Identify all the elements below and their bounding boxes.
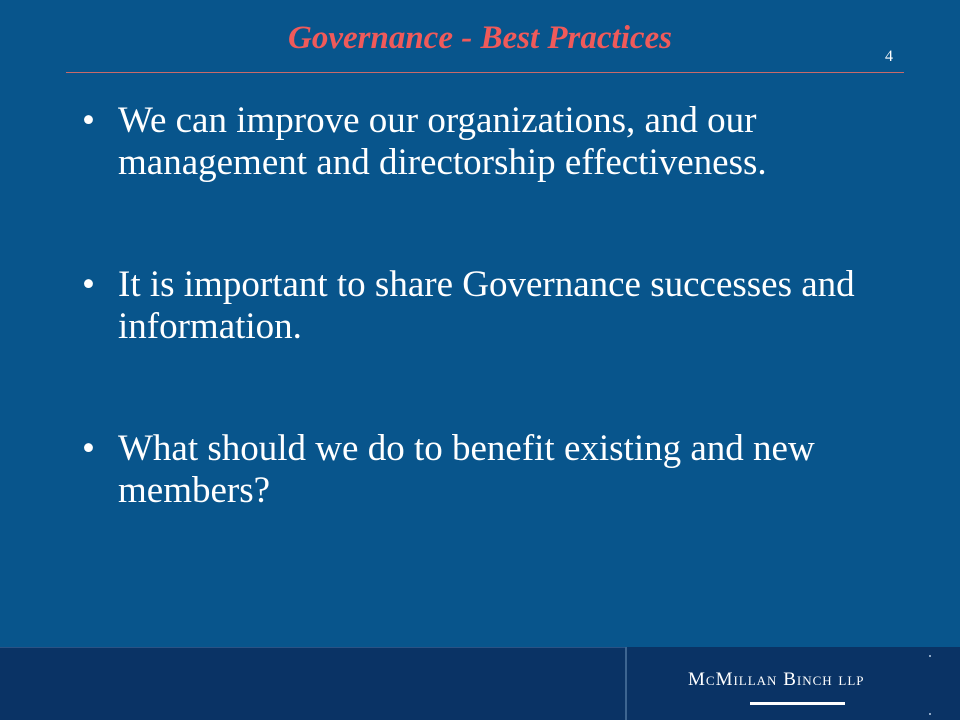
bullet-marker: • [82,100,95,141]
bullet-text: It is important to share Governance successes and information. [118,264,855,347]
bullet-marker: • [82,264,95,305]
footer-dot [929,655,931,657]
bullet-text: We can improve our organizations, and our management and directorship effectiveness. [118,100,767,183]
bullet-list [80,100,880,592]
footer-divider [625,647,627,720]
bullet-item [80,264,880,348]
bullet-marker: • [82,428,95,469]
footer-rule [0,647,625,648]
footer-bar [0,647,960,720]
footer-dot [929,713,931,715]
firm-logo-text: McMillan Binch llp [688,669,865,690]
firm-logo-underline [750,702,845,705]
page-number: 4 [885,48,893,65]
title-divider [66,72,904,73]
bullet-text: What should we do to benefit existing and new members? [118,428,815,511]
slide-title: Governance - Best Practices [288,20,672,56]
bullet-item [80,428,880,512]
bullet-item [80,100,880,184]
